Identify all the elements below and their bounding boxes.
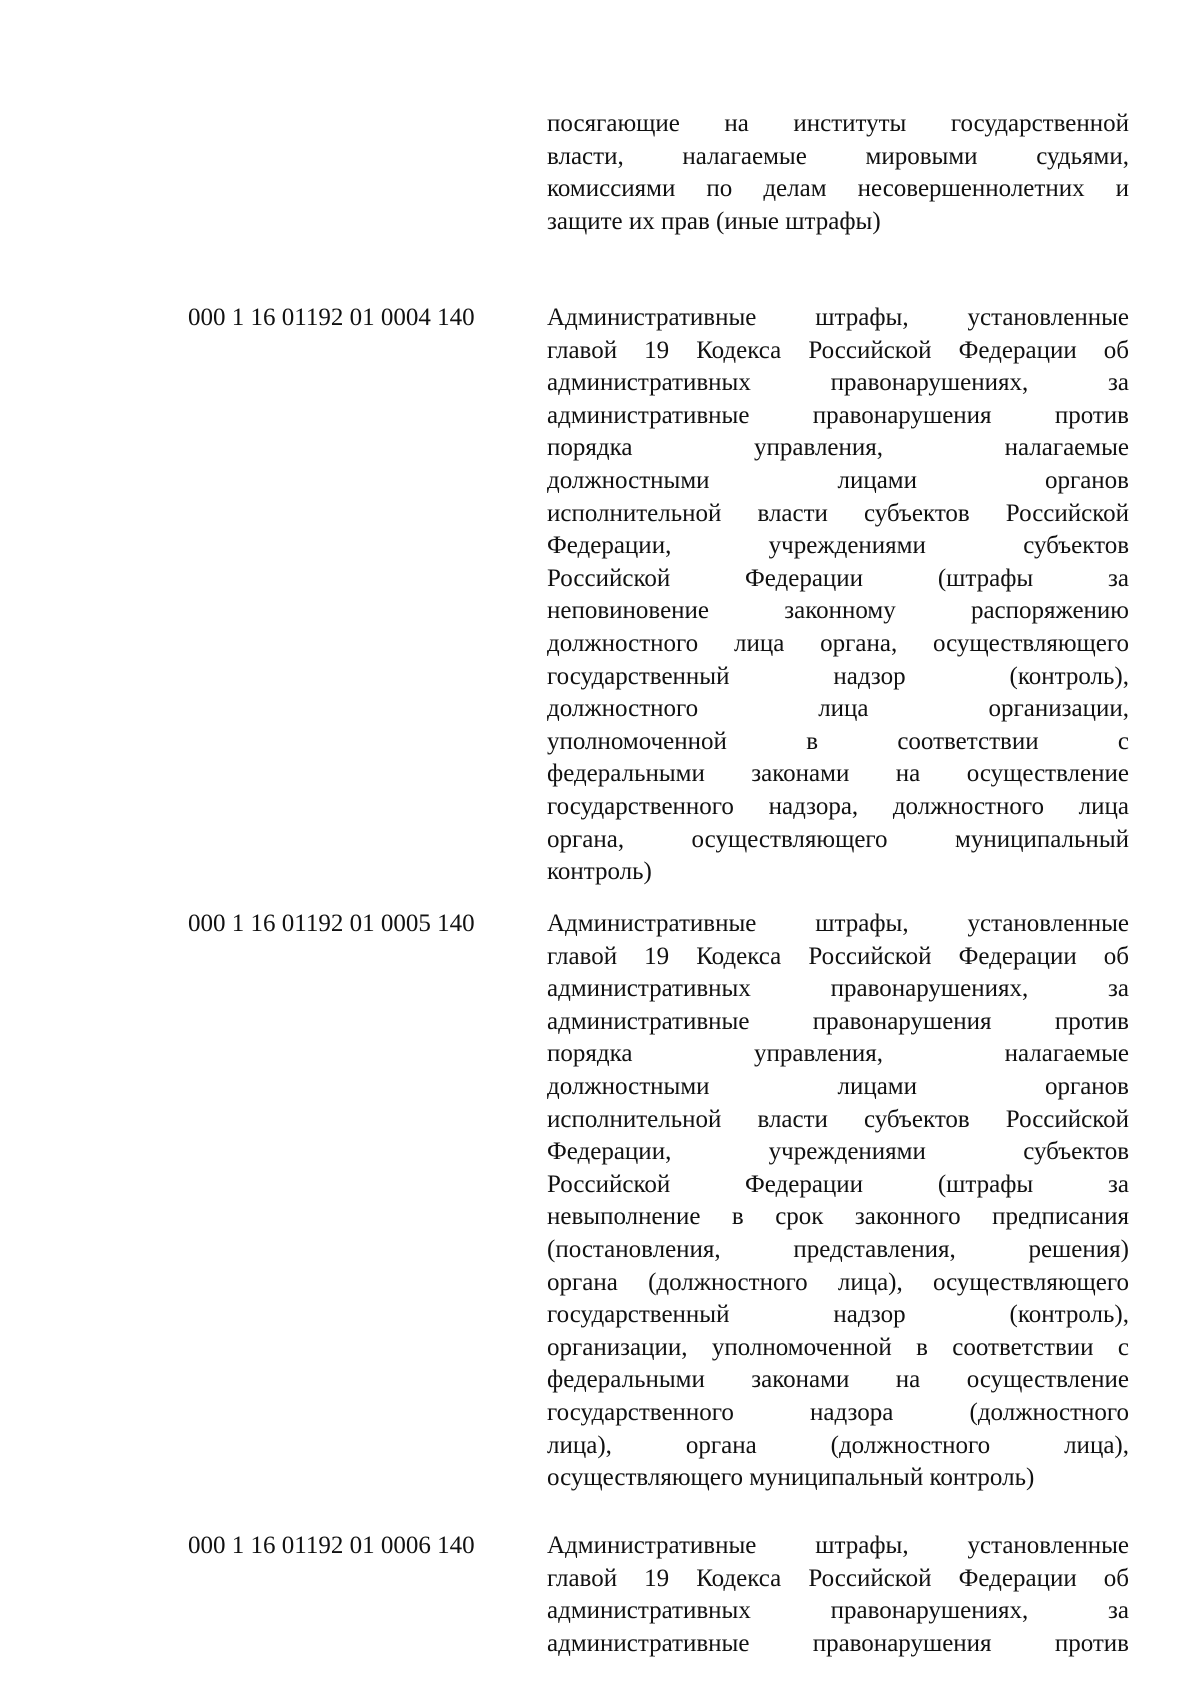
description-line: административных правонарушениях, за bbox=[547, 369, 1129, 397]
kbk-code: 000 1 16 01192 01 0004 140 bbox=[188, 304, 475, 331]
kbk-code: 000 1 16 01192 01 0005 140 bbox=[188, 910, 475, 937]
description-line: государственного надзора, должностного лица bbox=[547, 792, 1129, 820]
kbk-description bbox=[547, 302, 1129, 889]
description-line: неповиновение законному распоряжению bbox=[547, 597, 1129, 625]
kbk-description bbox=[547, 908, 1129, 1495]
description-line: должностного лица органа, осуществляющего bbox=[547, 629, 1129, 657]
description-line: государственный надзор (контроль), bbox=[547, 662, 1129, 690]
description-line: осуществляющего муниципальный контроль) bbox=[547, 1464, 1035, 1492]
description-line: Административные штрафы, установленные bbox=[547, 910, 1129, 937]
description-line: административные правонарушения против bbox=[547, 401, 1129, 429]
description-line: организации, уполномоченной в соответствии с bbox=[547, 1333, 1129, 1361]
description-line: исполнительной власти субъектов Российской bbox=[547, 499, 1129, 527]
description-line: защите их прав (иные штрафы) bbox=[547, 207, 881, 235]
description-line: комиссиями по делам несовершеннолетних и bbox=[547, 175, 1129, 203]
description-line: порядка управления, налагаемые bbox=[547, 1040, 1129, 1068]
description-line: контроль) bbox=[547, 858, 652, 886]
description-line: (постановления, представления, решения) bbox=[547, 1235, 1129, 1263]
description-line: административные правонарушения против bbox=[547, 1007, 1129, 1035]
description-line: исполнительной власти субъектов Российской bbox=[547, 1105, 1129, 1133]
description-line: власти, налагаемые мировыми судьями, bbox=[547, 142, 1129, 170]
description-line: должностными лицами органов bbox=[547, 466, 1129, 494]
description-line: Российской Федерации (штрафы за bbox=[547, 1170, 1129, 1198]
description-line: порядка управления, налагаемые bbox=[547, 434, 1129, 462]
description-line: административных правонарушениях, за bbox=[547, 1597, 1129, 1625]
kbk-description bbox=[547, 1530, 1129, 1660]
description-line: посягающие на институты государственной bbox=[547, 110, 1129, 137]
description-line: государственный надзор (контроль), bbox=[547, 1301, 1129, 1329]
kbk-code: 000 1 16 01192 01 0006 140 bbox=[188, 1532, 475, 1559]
description-line: органа, осуществляющего муниципальный bbox=[547, 825, 1129, 853]
description-line: уполномоченной в соответствии с bbox=[547, 727, 1129, 755]
description-line: федеральными законами на осуществление bbox=[547, 760, 1129, 788]
description-line: должностными лицами органов bbox=[547, 1072, 1129, 1100]
description-line: Федерации, учреждениями субъектов bbox=[547, 1138, 1129, 1166]
description-line: главой 19 Кодекса Российской Федерации об bbox=[547, 1564, 1129, 1592]
description-line: невыполнение в срок законного предписания bbox=[547, 1203, 1129, 1231]
description-line: главой 19 Кодекса Российской Федерации об bbox=[547, 336, 1129, 364]
description-line: Административные штрафы, установленные bbox=[547, 304, 1129, 331]
description-line: Административные штрафы, установленные bbox=[547, 1532, 1129, 1559]
description-line: главой 19 Кодекса Российской Федерации об bbox=[547, 942, 1129, 970]
description-line: лица), органа (должностного лица), bbox=[547, 1431, 1129, 1459]
description-line: государственного надзора (должностного bbox=[547, 1398, 1129, 1426]
description-line: Федерации, учреждениями субъектов bbox=[547, 532, 1129, 560]
description-line: административные правонарушения против bbox=[547, 1629, 1129, 1657]
description-line: федеральными законами на осуществление bbox=[547, 1366, 1129, 1394]
kbk-description bbox=[547, 108, 1129, 238]
description-line: должностного лица организации, bbox=[547, 695, 1129, 723]
description-line: Российской Федерации (штрафы за bbox=[547, 564, 1129, 592]
description-line: административных правонарушениях, за bbox=[547, 975, 1129, 1003]
description-line: органа (должностного лица), осуществляющего bbox=[547, 1268, 1129, 1296]
